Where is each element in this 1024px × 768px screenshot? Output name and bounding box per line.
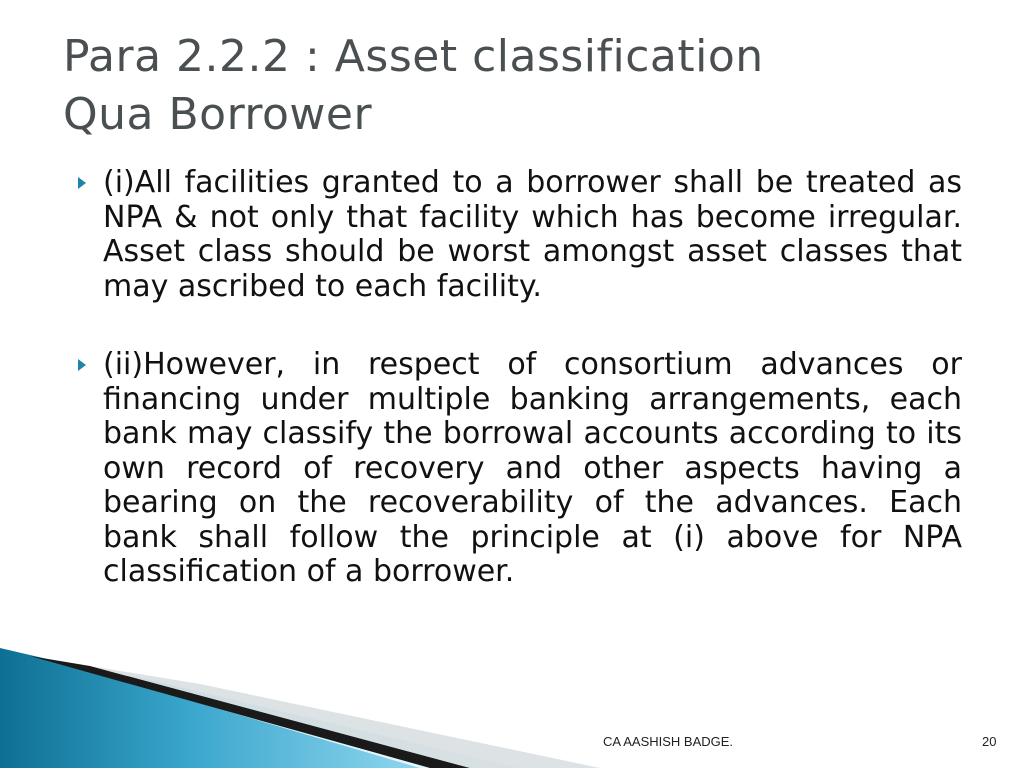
triangle-bullet-icon: [78, 177, 86, 189]
bullet-item-1: [78, 166, 962, 304]
bullet-text-2: (ii)However, in respect of consortium advances or financing under multiple banking arrangements, each bank may classify the borrowal accounts according to its own record of recovery and other aspects having a bearing on the recoverability of the advances. Each bank shall follow the principle at (i) above for NPA classification of a borrower.: [103, 347, 962, 589]
page-number: 20: [982, 734, 997, 749]
slide-title-line-1: Para 2.2.2 : Asset classification: [63, 31, 764, 82]
slide-title: [63, 28, 963, 144]
bullet-text-1: (i)All facilities granted to a borrower shall be treated as NPA & not only that facility which has become irregular. Asset class should be worst amongst asset classes that may ascribed to each facility.: [103, 165, 962, 304]
triangle-bullet-icon: [78, 359, 86, 371]
footer-author: CA AASHISH BADGE.: [603, 734, 734, 749]
decor-blue-band: [0, 648, 420, 768]
slide-title-line-2: Qua Borrower: [63, 89, 373, 140]
bullet-item-2: [78, 348, 962, 590]
bullet-list: [78, 166, 962, 634]
